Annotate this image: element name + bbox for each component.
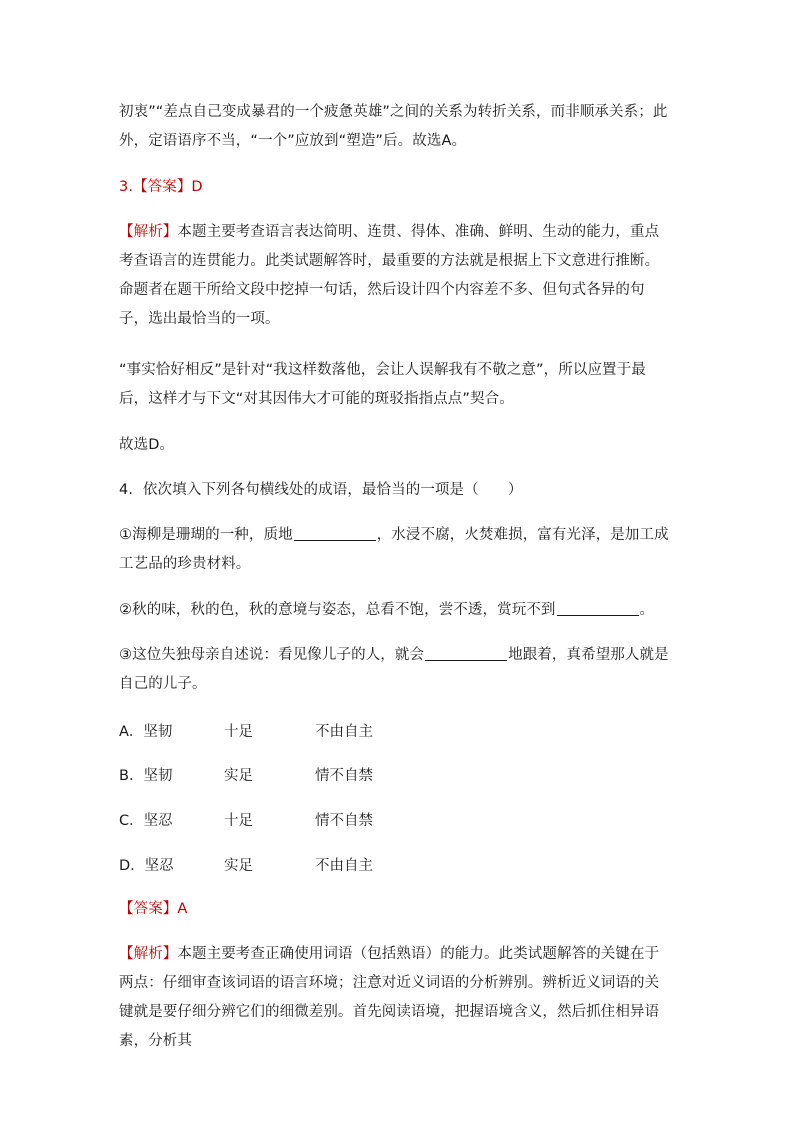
analysis-label: 【解析】 xyxy=(119,946,178,962)
option-word-3: 不由自主 xyxy=(315,724,373,740)
sentence-text: 地跟着，真希望那人就是自己的儿子。 xyxy=(119,647,669,692)
option-letter: A．坚韧 xyxy=(119,724,173,740)
fill-blank xyxy=(294,526,376,541)
question-stem: 4．依次填入下列各句横线处的成语，最恰当的一项是（ ） xyxy=(119,482,523,498)
option-word-2: 实足 xyxy=(224,768,253,784)
q4-sentence-1 xyxy=(119,521,671,579)
text-line: 初衷”“差点自己变成暴君的一个疲惫英雄”之间的关系为转折关系，而非顺承关系；此 xyxy=(119,104,668,120)
option-letter: C．坚忍 xyxy=(119,813,173,829)
text-line: 外，定语语序不当，“一个”应放到“塑造”后。故选A。 xyxy=(119,133,467,149)
option-word-2: 十足 xyxy=(224,724,253,740)
option-word-3: 不由自主 xyxy=(315,858,373,874)
fill-blank xyxy=(557,601,639,616)
answer-tag: 3.【答案】D xyxy=(119,179,203,195)
q4-analysis xyxy=(119,940,671,1056)
paragraph-continuation xyxy=(119,98,671,156)
option-letter: B．坚韧 xyxy=(119,768,173,784)
analysis-text: “事实恰好相反”是针对“我这样数落他，会让人误解我有不敬之意”，所以应置于最后，这样才与下文“对其因伟大才可能的斑驳指指点点”契合。 xyxy=(119,362,646,407)
conclusion-text: 故选D。 xyxy=(119,437,175,453)
option-letter: D．坚忍 xyxy=(119,858,174,874)
q3-analysis xyxy=(119,218,671,334)
q4-answer xyxy=(119,895,671,924)
q4-sentence-3 xyxy=(119,641,671,699)
sentence-text: ③这位失独母亲自述说：看见像儿子的人，就会 xyxy=(119,647,425,663)
fill-blank xyxy=(425,646,507,661)
q3-conclusion xyxy=(119,431,671,460)
option-word-3: 情不自禁 xyxy=(315,813,373,829)
analysis-label: 【解析】 xyxy=(119,224,178,240)
sentence-text: ②秋的味，秋的色，秋的意境与姿态，总看不饱，尝不透，赏玩不到 xyxy=(119,602,556,618)
option-word-2: 实足 xyxy=(224,858,253,874)
answer-tag: 【答案】A xyxy=(119,901,188,917)
q4-stem xyxy=(119,476,671,505)
q3-analysis-paragraph-2 xyxy=(119,356,671,414)
analysis-text: 本题主要考查语言表达简明、连贯、得体、准确、鲜明、生动的能力，重点考查语言的连贯能力。此类试题解答时，最重要的方法就是根据上下文意进行推断。命题者在题干所给文段中挖掉一句话，然后设计四个内容差不多、但句式各异的句子，选出最恰当的一项。 xyxy=(119,224,660,327)
option-word-3: 情不自禁 xyxy=(315,768,373,784)
option-word-2: 十足 xyxy=(224,813,253,829)
sentence-text: 。 xyxy=(639,602,655,618)
sentence-text: ①海柳是珊瑚的一种，质地 xyxy=(119,527,293,543)
sentence-text: ，水浸不腐，火焚难损，富有光泽，是加工成工艺品的珍贵材料。 xyxy=(119,527,669,572)
analysis-text: 本题主要考查正确使用词语（包括熟语）的能力。此类试题解答的关键在于两点：仔细审查该词语的语言环境；注意对近义词语的分析辨别。辨析近义词语的关键就是要仔细分辨它们的细微差别。首先阅读语境，把握语境含义，然后抓住相异语素，分析其 xyxy=(119,946,660,1049)
q4-sentence-2 xyxy=(119,596,671,625)
q3-answer xyxy=(119,173,671,202)
